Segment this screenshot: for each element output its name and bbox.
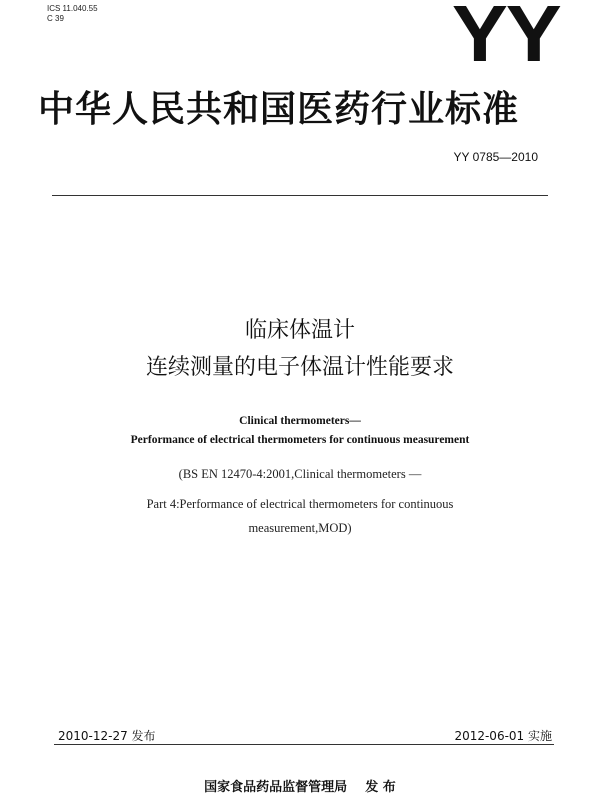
footer-divider — [54, 744, 554, 745]
issue-date: 2010-12-27 发布 — [58, 729, 156, 743]
ics-code: ICS 11.040.55 — [47, 4, 98, 13]
equivalence-line2: Part 4:Performance of electrical thermometers for continuous — [146, 497, 454, 511]
implement-date: 2012-06-01 实施 — [454, 729, 552, 743]
equivalence-line1: (BS EN 12470-4:2001,Clinical thermometers — — [178, 467, 422, 481]
ccs-code: C 39 — [47, 14, 64, 23]
yy-logo: YY — [452, 0, 560, 78]
title-en-line2: Performance of electrical thermometers for continuous measurement — [130, 434, 470, 446]
organization-title: 中华人民共和国医药行业标准 — [38, 89, 520, 130]
title-en-line1: Clinical thermometers— — [239, 415, 361, 427]
title-cn-line1: 临床体温计 — [244, 318, 355, 343]
publisher: 国家食品药品监督管理局 发 布 — [204, 780, 396, 795]
standard-number: YY 0785—2010 — [453, 150, 538, 164]
equivalence-line3: measurement,MOD) — [248, 521, 352, 535]
header-divider — [52, 195, 548, 196]
title-cn-line2: 连续测量的电子体温计性能要求 — [145, 355, 454, 380]
classification-codes — [47, 4, 98, 24]
